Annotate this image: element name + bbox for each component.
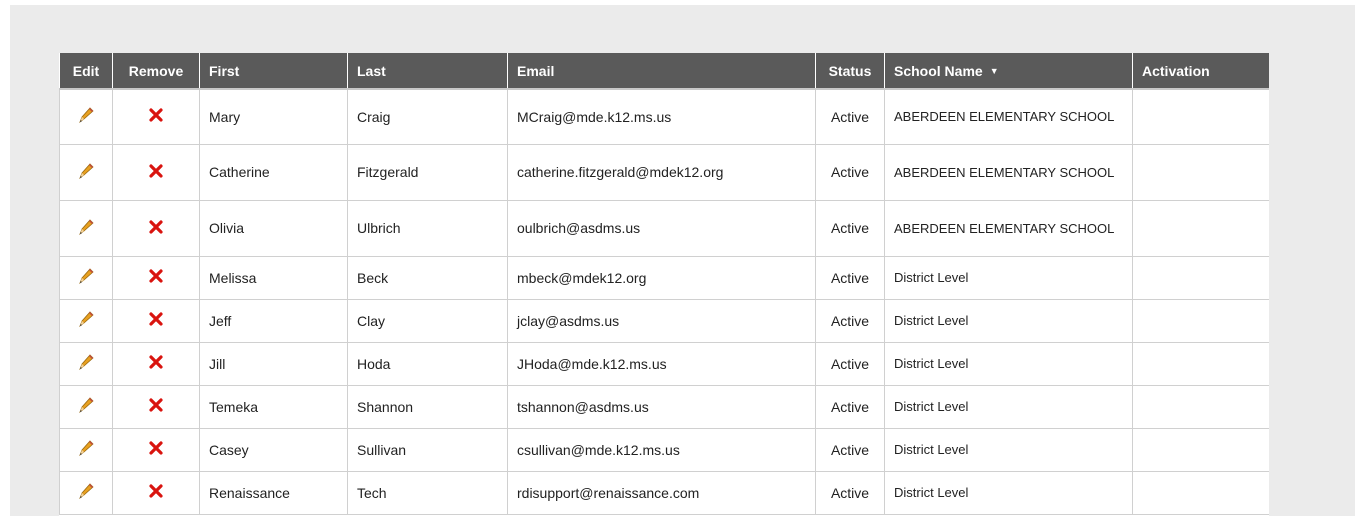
status-cell: Active [816,144,885,200]
remove-cell [113,471,200,514]
last-name-cell: Sullivan [348,428,508,471]
first-name-cell: Olivia [200,200,348,256]
activation-cell [1133,385,1270,428]
email-cell: jclay@asdms.us [508,299,816,342]
last-name-cell: Clay [348,299,508,342]
last-name-cell: Tech [348,471,508,514]
users-table [59,53,1269,515]
email-cell: tshannon@asdms.us [508,385,816,428]
status-cell: Active [816,256,885,299]
edit-cell [60,385,113,428]
last-name-cell: Shannon [348,385,508,428]
first-name-cell: Renaissance [200,471,348,514]
column-header-email[interactable]: Email [508,53,816,89]
first-name-cell: Jeff [200,299,348,342]
first-name-cell: Mary [200,89,348,144]
edit-cell [60,471,113,514]
table-row [60,428,1270,471]
users-table-container [59,53,1269,516]
pencil-icon[interactable] [78,106,94,124]
pencil-icon[interactable] [78,396,94,414]
email-cell: rdisupport@renaissance.com [508,471,816,514]
column-header-remove[interactable]: Remove [113,53,200,89]
pencil-icon[interactable] [78,353,94,371]
close-icon[interactable] [149,398,163,412]
edit-cell [60,89,113,144]
close-icon[interactable] [149,164,163,178]
activation-cell [1133,471,1270,514]
last-name-cell: Hoda [348,342,508,385]
column-header-activation[interactable]: Activation [1133,53,1270,89]
status-cell: Active [816,342,885,385]
header-row [60,53,1270,89]
table-header [60,53,1270,89]
column-header-last[interactable]: Last [348,53,508,89]
status-cell: Active [816,471,885,514]
status-cell: Active [816,89,885,144]
email-cell: catherine.fitzgerald@mdek12.org [508,144,816,200]
column-header-school-name-label: School Name [894,62,983,79]
activation-cell [1133,256,1270,299]
table-row [60,471,1270,514]
email-cell: csullivan@mde.k12.ms.us [508,428,816,471]
school-name-cell: District Level [885,256,1133,299]
remove-cell [113,428,200,471]
edit-cell [60,144,113,200]
close-icon[interactable] [149,269,163,283]
column-header-first[interactable]: First [200,53,348,89]
first-name-cell: Melissa [200,256,348,299]
table-row [60,342,1270,385]
column-header-status[interactable]: Status [816,53,885,89]
school-name-cell: District Level [885,299,1133,342]
activation-cell [1133,200,1270,256]
school-name-cell: ABERDEEN ELEMENTARY SCHOOL [885,144,1133,200]
school-name-cell: District Level [885,471,1133,514]
email-cell: mbeck@mdek12.org [508,256,816,299]
close-icon[interactable] [149,355,163,369]
edit-cell [60,428,113,471]
remove-cell [113,342,200,385]
activation-cell [1133,144,1270,200]
close-icon[interactable] [149,441,163,455]
remove-cell [113,144,200,200]
column-header-edit[interactable]: Edit [60,53,113,89]
table-row [60,299,1270,342]
pencil-icon[interactable] [78,482,94,500]
school-name-cell: District Level [885,342,1133,385]
edit-cell [60,256,113,299]
last-name-cell: Craig [348,89,508,144]
activation-cell [1133,299,1270,342]
school-name-cell: ABERDEEN ELEMENTARY SCHOOL [885,200,1133,256]
last-name-cell: Fitzgerald [348,144,508,200]
edit-cell [60,200,113,256]
pencil-icon[interactable] [78,162,94,180]
school-name-cell: District Level [885,385,1133,428]
pencil-icon[interactable] [78,439,94,457]
table-row [60,144,1270,200]
first-name-cell: Jill [200,342,348,385]
remove-cell [113,256,200,299]
edit-cell [60,342,113,385]
school-name-cell: District Level [885,428,1133,471]
remove-cell [113,385,200,428]
sort-descending-icon: ▼ [989,65,999,76]
status-cell: Active [816,299,885,342]
status-cell: Active [816,200,885,256]
pencil-icon[interactable] [78,310,94,328]
table-row [60,89,1270,144]
remove-cell [113,89,200,144]
last-name-cell: Ulbrich [348,200,508,256]
edit-cell [60,299,113,342]
pencil-icon[interactable] [78,218,94,236]
status-cell: Active [816,428,885,471]
column-header-school-name[interactable] [885,53,1133,89]
remove-cell [113,299,200,342]
school-name-cell: ABERDEEN ELEMENTARY SCHOOL [885,89,1133,144]
first-name-cell: Temeka [200,385,348,428]
close-icon[interactable] [149,220,163,234]
email-cell: JHoda@mde.k12.ms.us [508,342,816,385]
table-row [60,385,1270,428]
first-name-cell: Casey [200,428,348,471]
first-name-cell: Catherine [200,144,348,200]
table-row [60,200,1270,256]
close-icon[interactable] [149,484,163,498]
pencil-icon[interactable] [78,267,94,285]
status-cell: Active [816,385,885,428]
close-icon[interactable] [149,312,163,326]
close-icon[interactable] [149,108,163,122]
activation-cell [1133,428,1270,471]
activation-cell [1133,89,1270,144]
remove-cell [113,200,200,256]
email-cell: MCraig@mde.k12.ms.us [508,89,816,144]
activation-cell [1133,342,1270,385]
table-row [60,256,1270,299]
last-name-cell: Beck [348,256,508,299]
table-body [60,89,1270,514]
email-cell: oulbrich@asdms.us [508,200,816,256]
